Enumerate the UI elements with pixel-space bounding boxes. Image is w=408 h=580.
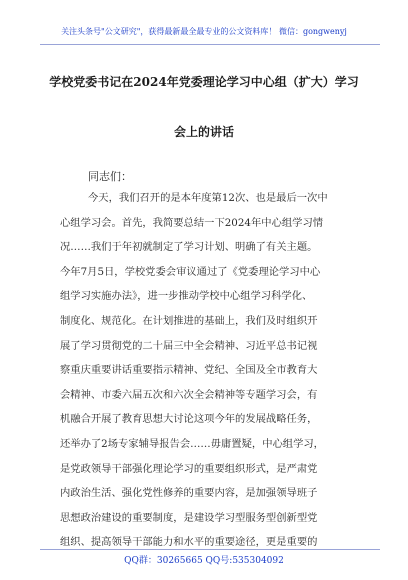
body-line: 会精神、市委六届五次和六次全会精神等专题学习会，有: [60, 388, 318, 401]
body-line: 今天，我们召开的是本年度第12次、也是最后一次中: [88, 192, 328, 204]
footer-contact-text: QQ群：30265665 QQ号:535304092: [124, 556, 284, 566]
body-line: 是党政领导干部强化理论学习的重要组织形式，是严肃党: [60, 462, 318, 475]
body-line: 今年7月5日，学校党委会审议通过了《党委理论学习中心: [60, 265, 321, 278]
document-title-line-2: 会上的讲话: [173, 125, 234, 139]
body-line: 展了学习贯彻党的二十届三中全会精神、习近平总书记视: [60, 339, 318, 352]
document-title-line-1: 学校党委书记在2024年党委理论学习中心组（扩大）学习: [49, 75, 359, 89]
body-line: 察重庆重要讲话重要指示精神、党纪、全国及全市教育大: [60, 364, 318, 377]
body-line: 思想政治建设的重要制度，是建设学习型服务型创新型党: [60, 511, 318, 524]
header-promo-text: 关注头条号"公文研究"，获得最新最全最专业的公文资料库！ 微信：gongwenyj: [61, 27, 347, 36]
body-line: 机融合开展了教育思想大讨论这项今年的发展战略任务，: [60, 413, 318, 426]
body-line: 心组学习会。首先，我简要总结一下2024年中心组学习情: [60, 216, 324, 229]
body-line: 还举办了2场专家辅导报告会……毋庸置疑，中心组学习，: [60, 438, 324, 450]
salutation: 同志们：: [88, 170, 132, 183]
header-divider: [40, 44, 380, 45]
body-line: 况……我们于年初就制定了学习计划、明确了有关主题。: [60, 241, 318, 254]
body-line: 内政治生活、强化党性修养的重要内容，是加强领导班子: [60, 487, 318, 500]
body-line: 组学习实施办法》，进一步推动学校中心组学习科学化、: [60, 290, 313, 303]
body-line: 制度化、规范化。在计划推进的基础上，我们及时组织开: [60, 315, 318, 327]
footer-divider: [40, 549, 380, 550]
body-line: 组织、提高领导干部能力和水平的重要途径，更是重要的: [60, 536, 318, 549]
